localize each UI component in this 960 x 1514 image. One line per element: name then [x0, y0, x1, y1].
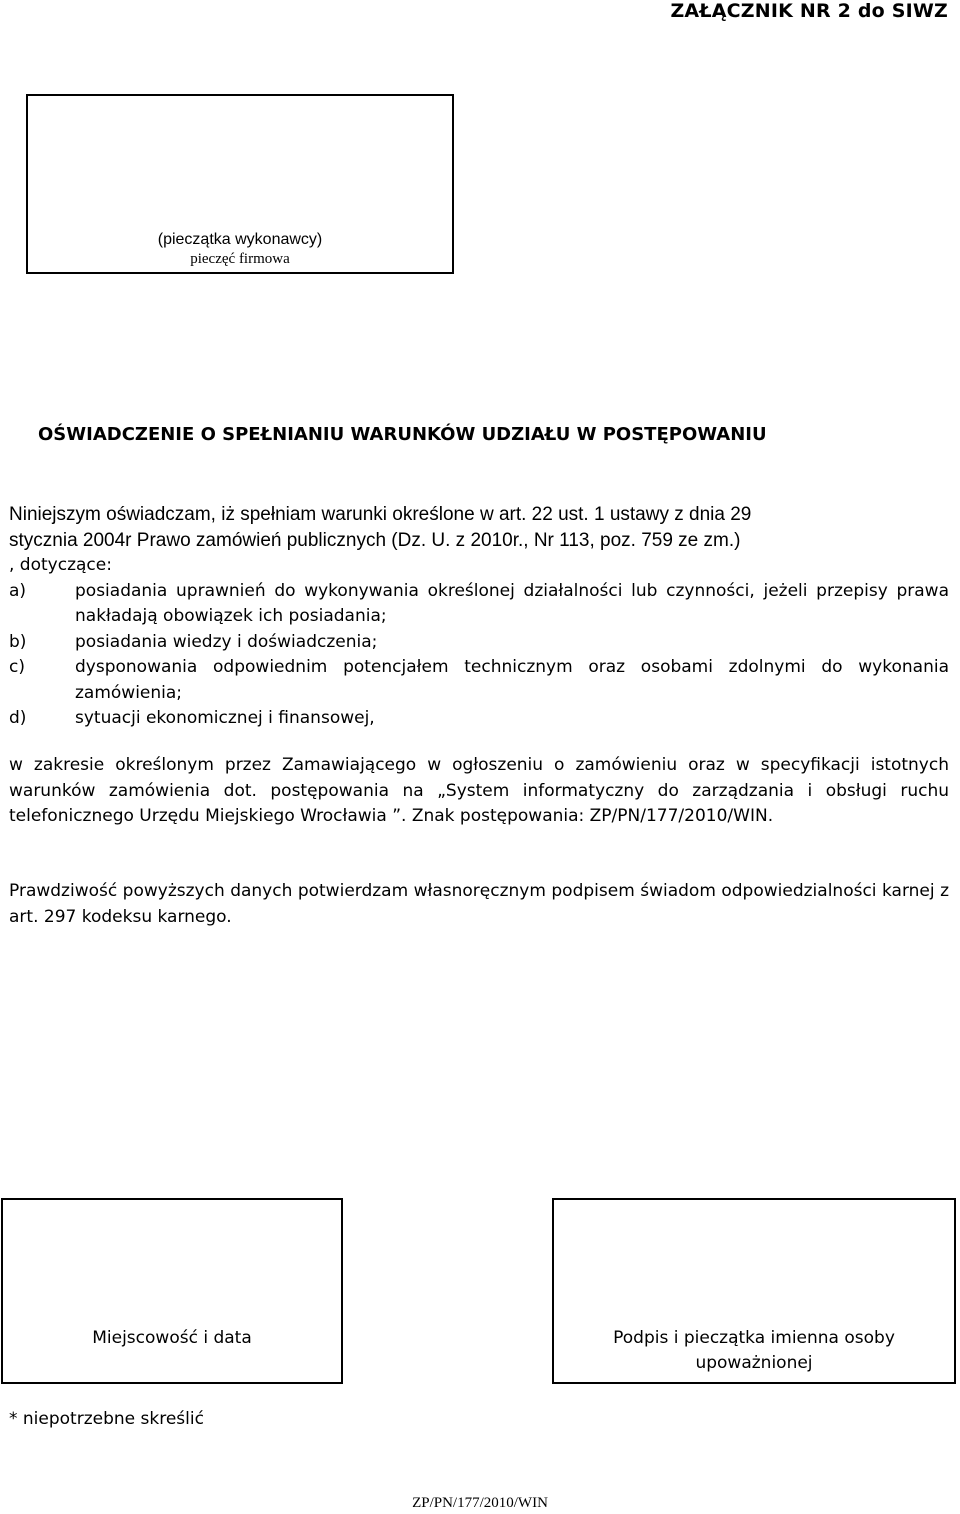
condition-text: dysponowania odpowiednim potencjałem technicznym oraz osobami zdolnymi do wykonania zamówienia;	[75, 657, 949, 703]
place-date-box	[1, 1198, 343, 1384]
condition-marker: b)	[9, 631, 27, 652]
footer-reference: ZP/PN/177/2010/WIN	[412, 1495, 548, 1511]
condition-item-d	[9, 706, 949, 732]
condition-marker: d)	[9, 708, 27, 728]
annex-title: ZAŁĄCZNIK NR 2 do SIWZ	[670, 0, 948, 22]
intro-line-1: Niniejszym oświadczam, iż spełniam warunki określone w art. 22 ust. 1 ustawy z dnia 29	[9, 504, 752, 525]
condition-marker: c)	[9, 657, 25, 677]
signature-box	[552, 1198, 956, 1384]
condition-text: sytuacji ekonomicznej i finansowej,	[75, 708, 375, 728]
conditions-section	[9, 553, 949, 732]
condition-marker: a)	[9, 580, 27, 601]
condition-item-a	[9, 579, 949, 630]
intro-line-2: stycznia 2004r Prawo zamówień publicznych (Dz. U. z 2010r., Nr 113, poz. 759 ze zm.)	[9, 530, 741, 551]
condition-text: posiadania uprawnień do wykonywania określonej działalności lub czynności, jeżeli przepisy prawa nakładają obowiązek ich posiadania;	[75, 580, 949, 626]
intro-paragraph	[9, 502, 949, 554]
declaration-paragraph: Prawdziwość powyższych danych potwierdzam własnoręcznym podpisem świadom odpowiedzialności karnej z art. 297 kodeksu karnego.	[9, 881, 949, 927]
scope-paragraph: w zakresie określonym przez Zamawiającego w ogłoszeniu o zamówieniu oraz w specyfikacji istotnych warunków zamówienia dot. postępowania na „System informatyczny do zarządzania i obsługi ruchu telefonicznego Urzędu Miejskiego Wrocławia ”. Znak postępowania: ZP/PN/177/2010/WIN.	[9, 755, 949, 826]
stamp-subcaption: pieczęć firmowa	[190, 251, 290, 267]
stamp-caption: (pieczątka wykonawcy)	[157, 231, 323, 248]
place-date-label: Miejscowość i data	[92, 1328, 252, 1348]
conditions-list	[9, 579, 949, 732]
condition-item-c	[9, 655, 949, 706]
footnote: * niepotrzebne skreślić	[9, 1409, 204, 1429]
conditions-lead: , dotyczące:	[9, 555, 112, 575]
document-title: OŚWIADCZENIE O SPEŁNIANIU WARUNKÓW UDZIAŁU W POSTĘPOWANIU	[38, 424, 767, 445]
contractor-stamp-box	[26, 94, 454, 274]
signature-label: Podpis i pieczątka imienna osoby upoważnionej	[613, 1328, 895, 1373]
condition-text: posiadania wiedzy i doświadczenia;	[75, 631, 378, 652]
condition-item-b	[9, 630, 949, 656]
